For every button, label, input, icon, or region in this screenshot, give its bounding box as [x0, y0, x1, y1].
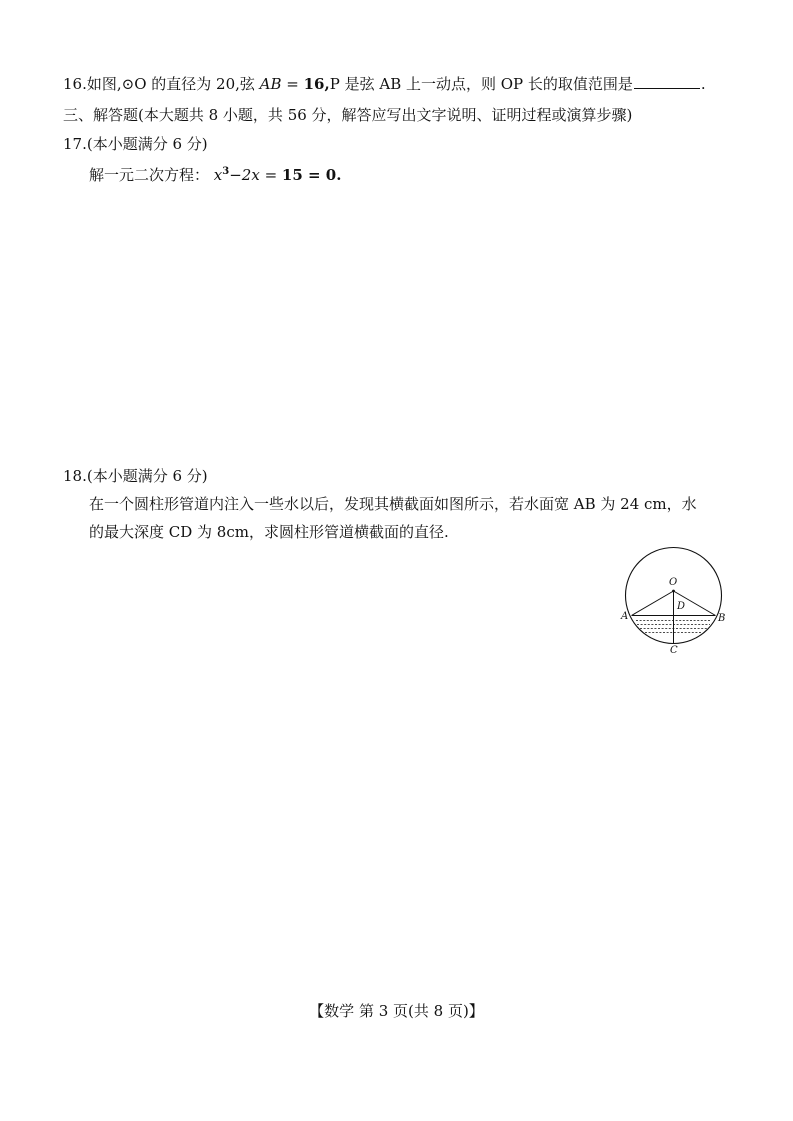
question-16-suffix: P 是弦 AB 上一动点，则 OP 长的取值范围是: [329, 75, 633, 93]
question-16: [63, 74, 706, 94]
question-16-math-value: 16,: [303, 75, 330, 93]
equation-exponent: 3: [222, 166, 230, 177]
section-heading: 三、解答题(本大题共 8 小题，共 56 分，解答应写出文字说明、证明过程或演算步骤): [63, 106, 633, 124]
segment-oa: [632, 591, 674, 616]
pipe-cross-section-diagram: [618, 540, 733, 655]
question-18-line-1: 在一个圆柱形管道内注入一些水以后，发现其横截面如图所示，若水面宽 AB 为 24 cm，水: [89, 495, 697, 513]
question-16-end: .: [700, 75, 706, 93]
question-16-prefix: 16.如图,⊙O 的直径为 20,弦: [63, 75, 260, 93]
equation-middle: −2x =: [229, 166, 282, 184]
label-a: A: [621, 611, 629, 622]
page-footer: 【数学 第 3 页(共 8 页)】: [309, 1002, 484, 1020]
question-18-line-2: 的最大深度 CD 为 8cm，求圆柱形管道横截面的直径.: [89, 523, 449, 541]
question-18-number: 18.(本小题满分 6 分): [63, 467, 208, 485]
answer-blank: [634, 74, 700, 89]
center-point: [672, 590, 675, 593]
label-o: O: [669, 577, 678, 588]
question-16-math-eq: =: [281, 75, 304, 93]
question-17-body: [89, 162, 341, 185]
label-d: D: [677, 601, 686, 612]
label-c: C: [670, 645, 678, 655]
question-17-prompt: 解一元二次方程：: [89, 166, 210, 184]
question-16-math-ab: AB: [259, 75, 282, 93]
label-b: B: [718, 613, 726, 624]
equation-x: x: [213, 166, 223, 184]
equation-value: 15 = 0.: [281, 166, 342, 184]
question-17-number: 17.(本小题满分 6 分): [63, 135, 208, 153]
